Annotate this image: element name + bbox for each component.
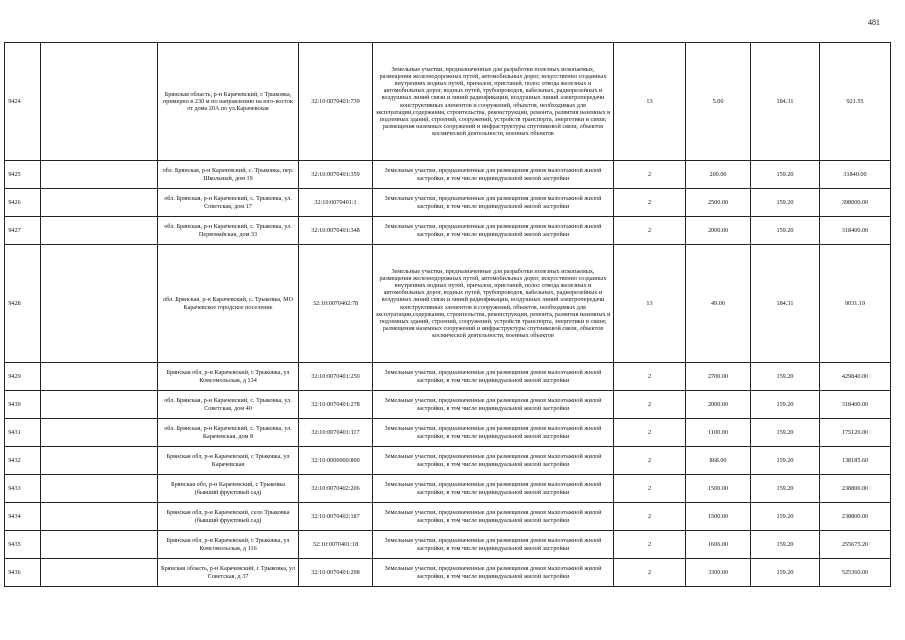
rate-text: 159.20 [776,484,794,492]
address-text: обл. Брянская, р-н Карачевский, с. Трыковка, ул. Карачевская, дом 8 [164,425,292,440]
rate-text: 184.31 [776,299,794,307]
table-row [5,447,891,475]
area [686,245,751,363]
area [686,391,751,419]
cadastral-value [820,475,891,503]
rate-text: 159.20 [776,372,794,380]
land-use-description-text: Земельные участки, предназначенные для размещения домов малоэтажной жилой застройки, в том числе индивидуальной жилой застройки [384,167,602,182]
rate [751,391,820,419]
land-use-description [373,43,614,161]
group-code [614,475,686,503]
land-use-description [373,559,614,587]
cadastral-number-text: 32:10:0070401:18 [312,540,359,548]
empty-cell [41,217,158,245]
cadastral-number-text: 32:10:0070401:359 [311,170,360,178]
cadastral-number-text: 32:10:0070402:187 [311,512,360,520]
address-text: Брянская обл, р-н Карачевский, с Трыковка (бывший фруктовый сад) [171,481,285,496]
address [158,503,299,531]
area-text: 1500.00 [707,512,729,520]
address-text: Брянская обл, р-н Карачевский, село Трыковка (бывший фруктовый сад) [166,509,290,524]
land-use-description-text: Земельные участки, предназначенные для размещения домов малоэтажной жилой застройки, в том числе индивидуальной жилой застройки [384,195,602,210]
row-number [5,419,41,447]
empty-cell [41,391,158,419]
group-code [614,447,686,475]
cadastral-value-text: 921.55 [846,97,864,105]
land-use-description [373,217,614,245]
land-use-description-text: Земельные участки, предназначенные для размещения домов малоэтажной жилой застройки, в том числе индивидуальной жилой застройки [384,537,602,552]
cadastral-number [299,447,373,475]
rate-text: 159.20 [776,540,794,548]
land-use-description-text: Земельные участки, предназначенные для размещения домов малоэтажной жилой застройки, в том числе индивидуальной жилой застройки [384,453,602,468]
group-code-text: 2 [647,400,652,408]
group-code-text: 2 [647,540,652,548]
row-number [5,447,41,475]
land-use-description-text: Земельные участки, предназначенные для размещения домов малоэтажной жилой застройки, в том числе индивидуальной жилой застройки [384,223,602,238]
cadastral-value-text: 9031.19 [844,299,866,307]
cadastral-value-text: 398000.00 [841,198,869,206]
land-use-description-text: Земельные участки, предназначенные для размещения домов малоэтажной жилой застройки, в том числе индивидуальной жилой застройки [384,565,602,580]
rate [751,503,820,531]
cadastral-number-text: 32:10:0070401:298 [311,568,360,576]
group-code-text: 2 [647,372,652,380]
cadastral-number-text: 32:10:0070401:1 [314,198,357,206]
group-code-text: 2 [647,226,652,234]
area-text: 2500.00 [707,198,729,206]
land-use-description [373,475,614,503]
cadastral-value [820,189,891,217]
empty-cell [41,559,158,587]
land-use-description [373,419,614,447]
land-use-description [373,503,614,531]
cadastral-number [299,217,373,245]
rate [751,245,820,363]
rate-text: 159.20 [776,226,794,234]
rate [751,217,820,245]
rate [751,363,820,391]
cadastral-value [820,559,891,587]
table-row [5,419,891,447]
group-code [614,245,686,363]
rate-text: 184.31 [776,97,794,105]
cadastral-number [299,189,373,217]
empty-cell [41,531,158,559]
land-use-description [373,245,614,363]
group-code [614,189,686,217]
cadastral-value [820,503,891,531]
address-text: Брянская обл, р-н Карачевский, с Трыковка, ул Комсомольская, д 134 [166,369,290,384]
cadastral-number-text: 32:10:0070402:206 [311,484,360,492]
rate-text: 159.20 [776,400,794,408]
table-row [5,363,891,391]
row-number-text: 9435 [8,540,21,548]
row-number-text: 9434 [8,512,21,520]
cadastral-value-text: 429840.00 [841,372,869,380]
address-text: Брянская обл, р-н Карачевский, с Трыковка, ул Комсомольская, д 116 [166,537,290,552]
group-code [614,391,686,419]
row-number-text: 9429 [8,372,21,380]
area-text: 2700.00 [707,372,729,380]
group-code [614,217,686,245]
table-row [5,189,891,217]
group-code-text: 13 [646,299,653,307]
group-code-text: 2 [647,512,652,520]
cadastral-number-text: 32:10:0070401:348 [311,226,360,234]
table-row [5,475,891,503]
land-use-description-text: Земельные участки, предназначенные для разработки полезных ископаемых, размещения железнодорожных путей, автомобильных дорог, искусственно созданных внутренних водных путей, причалов, пристаней, полос отвода железных и автомобильных дорог, водных путей, трубопроводов, кабельных, радиорелейных и воздушных линий связи и линий радиофикации, воздушных линий электропередачи конструктивных элементов и сооружений, объектов, необходимых для эксплуатации,содержания, строительства, реконструкции, ремонта, развития наземных и подземных зданий, строений, сооружений, устройств транспорта, энергетики и связи; размещения наземных сооружений и инфраструктуры спутниковой связи, объектов космической деятельности, военных объектов [375,268,611,339]
cadastral-value-text: 318400.00 [841,400,869,408]
land-use-description-text: Земельные участки, предназначенные для размещения домов малоэтажной жилой застройки, в том числе индивидуальной жилой застройки [384,425,602,440]
row-number-text: 9430 [8,400,21,408]
row-number [5,245,41,363]
row-number [5,559,41,587]
group-code [614,363,686,391]
cadastral-number [299,475,373,503]
empty-cell [41,503,158,531]
cadastral-number-text: 32:10:0070402:78 [312,299,359,307]
cadastral-number-text: 32:10:0070401:739 [311,97,360,105]
cadastral-number-text: 32:10:0070401:117 [311,428,360,436]
area [686,217,751,245]
cadastral-value [820,531,891,559]
rate [751,43,820,161]
group-code-text: 2 [647,456,652,464]
cadastral-value-text: 525360.00 [841,568,869,576]
cadastral-number-text: 32:10:0070401:250 [311,372,360,380]
group-code-text: 13 [646,97,653,105]
address [158,475,299,503]
area [686,161,751,189]
cadastral-number-text: 32:10:0000000:800 [311,456,360,464]
address [158,531,299,559]
land-use-description-text: Земельные участки, предназначенные для разработки полезных ископаемых, размещения железнодорожных путей, автомобильных дорог, искусственно созданных внутренних водных путей, причалов, пристаней, полос отвода железных и автомобильных дорог, водных путей, трубопроводов, кабельных, радиорелейных и воздушных линий связи и линий радиофикации, воздушных линий электропередачи конструктивных элементов и сооружений, объектов, необходимых для эксплуатации,содержания, строительства, реконструкции, ремонта, развития наземных и подземных зданий, строений, сооружений, устройств транспорта, энергетики и связи; размещения наземных сооружений и инфраструктуры спутниковой связи, объектов космической деятельности, военных объектов [375,66,611,137]
group-code [614,43,686,161]
empty-cell [41,245,158,363]
group-code [614,531,686,559]
area-text: 1606.00 [707,540,729,548]
cadastral-number-text: 32:10:0070401:278 [311,400,360,408]
rate [751,559,820,587]
land-use-description [373,447,614,475]
group-code [614,419,686,447]
cadastral-value-text: 238800.00 [841,512,869,520]
empty-cell [41,419,158,447]
row-number-text: 9428 [8,299,21,307]
area [686,189,751,217]
empty-cell [41,43,158,161]
address [158,391,299,419]
rate [751,161,820,189]
area-text: 200.00 [709,170,727,178]
address-text: обл. Брянская, р-н Карачевский, с. Трыковка, ул. Советская, дом 17 [164,195,292,210]
address-text: обл. Брянская, р-н Карачевский, с. Трыковка, пер. Школьный, дом 19 [162,167,294,182]
address [158,559,299,587]
group-code-text: 2 [647,568,652,576]
cadastral-value [820,43,891,161]
address [158,447,299,475]
empty-cell [41,161,158,189]
rate-text: 159.20 [776,512,794,520]
area-text: 49.00 [711,299,725,307]
land-use-description [373,391,614,419]
address-text: обл. Брянская, р-н Карачевский, с. Трыковка, ул. Советская, дом 40 [164,397,292,412]
empty-cell [41,363,158,391]
cadastral-value-text: 238800.00 [841,484,869,492]
area-text: 2000.00 [707,226,729,234]
area [686,363,751,391]
cadastral-number [299,559,373,587]
land-registry-table [4,42,891,587]
cadastral-number [299,503,373,531]
group-code [614,559,686,587]
row-number [5,161,41,189]
table-row [5,503,891,531]
rate [751,419,820,447]
group-code-text: 2 [647,428,652,436]
cadastral-value [820,391,891,419]
row-number [5,43,41,161]
land-use-description-text: Земельные участки, предназначенные для размещения домов малоэтажной жилой застройки, в том числе индивидуальной жилой застройки [384,509,602,524]
address-text: Брянская область, р-н Карачевский, с Трыковка, ул Советская, д 37 [161,565,295,580]
table-body [5,43,891,587]
address [158,363,299,391]
land-use-description [373,531,614,559]
rate-text: 159.20 [776,428,794,436]
area [686,531,751,559]
cadastral-value [820,217,891,245]
row-number [5,363,41,391]
table-row [5,161,891,189]
area-text: 1500.00 [707,484,729,492]
rate-text: 159.20 [776,170,794,178]
area [686,419,751,447]
cadastral-value [820,363,891,391]
row-number-text: 9432 [8,456,21,464]
cadastral-value-text: 318400.00 [841,226,869,234]
row-number-text: 9436 [8,568,21,576]
area-text: 1100.00 [708,428,728,436]
address [158,217,299,245]
group-code [614,161,686,189]
area [686,503,751,531]
area-text: 5.00 [712,97,724,105]
cadastral-number [299,391,373,419]
row-number-text: 9426 [8,198,21,206]
row-number [5,503,41,531]
cadastral-value-text: 31840.00 [843,170,867,178]
area-text: 868.00 [709,456,727,464]
rate [751,447,820,475]
row-number-text: 9427 [8,226,21,234]
cadastral-value [820,161,891,189]
address-text: Брянская область, р-н Карачевский, с Трыковка, примерно в 230 м по направлению на юго-восток от дома 20А по ул.Карачевская [162,90,294,113]
area [686,447,751,475]
cadastral-value-text: 175120.00 [841,428,869,436]
table-row [5,559,891,587]
row-number [5,189,41,217]
row-number [5,475,41,503]
table-row [5,245,891,363]
table-row [5,391,891,419]
cadastral-number [299,419,373,447]
cadastral-value-text: 138185.60 [841,456,869,464]
rate-text: 159.20 [776,456,794,464]
address-text: Брянская обл, р-н Карачевский, с Трыковка, ул Карачевская [166,453,290,468]
address [158,161,299,189]
address-text: обл. Брянская, р-н Карачевский, с. Трыковка, МО Карачевское городское поселение [162,296,294,311]
address [158,189,299,217]
land-use-description [373,161,614,189]
empty-cell [41,475,158,503]
cadastral-number [299,245,373,363]
cadastral-value-text: 255675.20 [841,540,869,548]
land-use-description-text: Земельные участки, предназначенные для размещения домов малоэтажной жилой застройки, в том числе индивидуальной жилой застройки [384,397,602,412]
rate-text: 159.20 [776,198,794,206]
row-number [5,391,41,419]
empty-cell [41,447,158,475]
empty-cell [41,189,158,217]
land-use-description-text: Земельные участки, предназначенные для размещения домов малоэтажной жилой застройки, в том числе индивидуальной жилой застройки [384,481,602,496]
row-number-text: 9431 [8,428,21,436]
row-number-text: 9425 [8,170,21,178]
address-text: обл. Брянская, р-н Карачевский, с. Трыковка, ул. Первомайская, дом 33 [164,223,292,238]
group-code-text: 2 [647,484,652,492]
row-number-text: 9424 [8,97,21,105]
area [686,559,751,587]
group-code [614,503,686,531]
page-number: 481 [868,18,880,27]
table-row [5,531,891,559]
address [158,43,299,161]
area [686,475,751,503]
area-text: 2000.00 [707,400,729,408]
row-number-text: 9433 [8,484,21,492]
cadastral-value [820,419,891,447]
area-text: 3300.00 [707,568,729,576]
rate-text: 159.20 [776,568,794,576]
group-code-text: 2 [647,198,652,206]
table-row [5,43,891,161]
cadastral-number [299,43,373,161]
address [158,245,299,363]
address [158,419,299,447]
group-code-text: 2 [647,170,652,178]
rate [751,531,820,559]
area [686,43,751,161]
table-row [5,217,891,245]
land-use-description [373,189,614,217]
cadastral-number [299,531,373,559]
cadastral-number [299,161,373,189]
rate [751,475,820,503]
land-use-description-text: Земельные участки, предназначенные для размещения домов малоэтажной жилой застройки, в том числе индивидуальной жилой застройки [384,369,602,384]
cadastral-number [299,363,373,391]
rate [751,189,820,217]
row-number [5,531,41,559]
land-use-description [373,363,614,391]
row-number [5,217,41,245]
cadastral-value [820,447,891,475]
cadastral-value [820,245,891,363]
